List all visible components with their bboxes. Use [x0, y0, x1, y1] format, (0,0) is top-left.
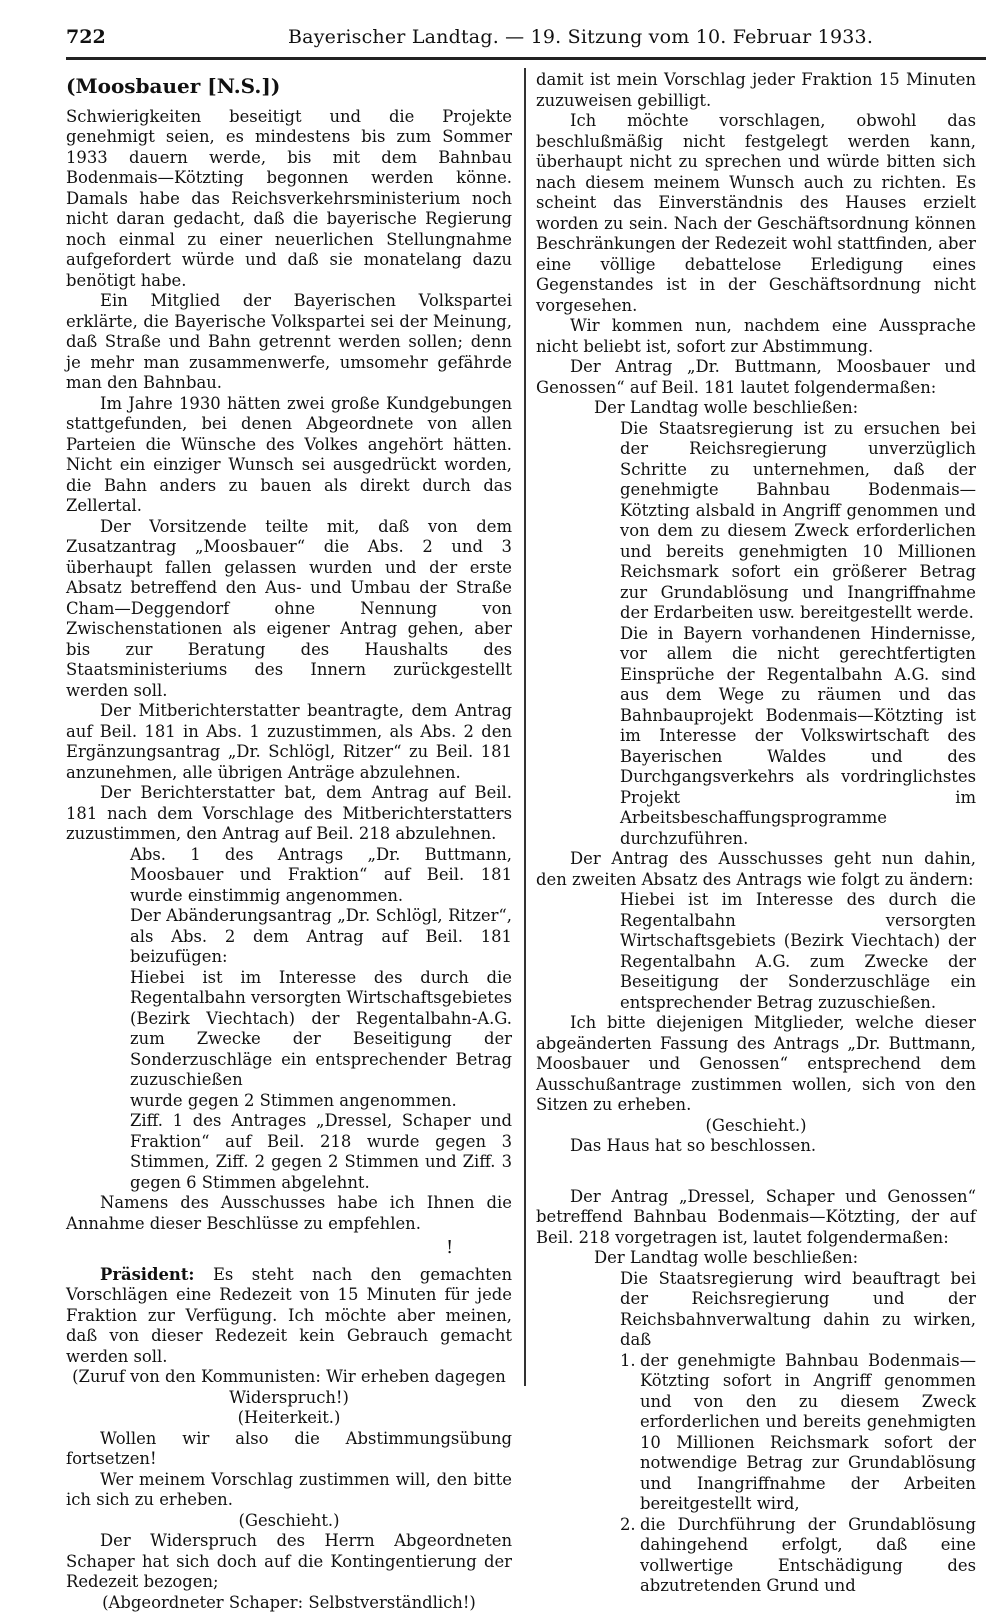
stage-direction: (Heiterkeit.)	[66, 1408, 512, 1429]
paragraph: Abs. 1 des Antrags „Dr. Buttmann, Moosbauer und Fraktion“ auf Beil. 181 wurde einstimmig angenommen.	[130, 845, 512, 907]
running-head: Bayerischer Landtag. — 19. Sitzung vom 10. Februar 1933.	[288, 26, 873, 48]
paragraph: damit ist mein Vorschlag jeder Fraktion 15 Minuten zuzuweisen gebilligt.	[536, 70, 976, 111]
paragraph: Namens des Ausschusses habe ich Ihnen die Annahme dieser Beschlüsse zu empfehlen.	[66, 1193, 512, 1234]
interjection: (Zuruf von den Kommunisten: Wir erheben dagegen Widerspruch!)	[66, 1367, 512, 1408]
list-number: 1.	[620, 1351, 640, 1515]
column-divider	[524, 68, 526, 1386]
right-column	[536, 70, 976, 1597]
interjection: (Abgeordneter Schaper: Selbstverständlich!)	[66, 1593, 512, 1613]
motion-text: Die Staatsregierung wird beauftragt bei der Reichsregierung und der Reichsbahnverwaltung dahin zu wirken, daß	[620, 1269, 976, 1351]
paragraph: Der Antrag „Dr. Buttmann, Moosbauer und Genossen“ auf Beil. 181 lautet folgendermaßen:	[536, 357, 976, 398]
motion-text: Die Staatsregierung ist zu ersuchen bei der Reichsregierung unverzüglich Schritte zu unternehmen, daß der genehmigte Bahnbau Bodenmais—Kötzting alsbald in Angriff genommen und von dem zu diesem Zweck erforderlichen und bereits genehmigten 10 Millionen Reichsmark sofort ein größerer Betrag zur Grundablösung und Inangriffnahme der Erdarbeiten usw. bereitgestellt werde.	[620, 419, 976, 624]
paragraph: Ziff. 1 des Antrages „Dressel, Schaper und Fraktion“ auf Beil. 218 wurde gegen 3 Stimmen, Ziff. 2 gegen 2 Stimmen und Ziff. 3 gegen 6 Stimmen abgelehnt.	[130, 1111, 512, 1193]
list-text: die Durchführung der Grundablösung dahingehend erfolgt, daß eine vollwertige Entschädigung des abzutretenden Grund und	[640, 1515, 976, 1597]
paragraph: Der Antrag des Ausschusses geht nun dahin, den zweiten Absatz des Antrags wie folgt zu ändern:	[536, 849, 976, 890]
motion-text: Die in Bayern vorhandenen Hindernisse, vor allem die nicht gerechtfertigten Einsprüche der Regentalbahn A.G. sind aus dem Wege zu räumen und das Bahnbauprojekt Bodenmais—Kötzting ist im Interesse der Volkswirtschaft des Bayerischen Waldes und des Durchgangsverkehrs als vordringlichstes Projekt im Arbeitsbeschaffungsprogramme durchzuführen.	[620, 624, 976, 850]
paragraph: Schwierigkeiten beseitigt und die Projekte genehmigt seien, es mindestens bis zum Sommer 1933 dauern werde, bis mit dem Bahnbau Bodenmais—Kötzting begonnen werden könne. Damals habe das Reichsverkehrsministerium noch nicht daran gedacht, daß die bayerische Regierung noch einmal zu einer neuerlichen Stellungnahme aufgefordert würde und daß sie monatelang dazu benötigt habe.	[66, 107, 512, 292]
paragraph: Das Haus hat so beschlossen.	[536, 1136, 976, 1157]
stage-direction: (Geschieht.)	[66, 1511, 512, 1532]
header-rule	[66, 57, 986, 60]
paragraph: Der Mitberichterstatter beantragte, dem Antrag auf Beil. 181 in Abs. 1 zuzustimmen, als Abs. 2 den Ergänzungsantrag „Dr. Schlögl, Ritzer“ zu Beil. 181 anzunehmen, alle übrigen Anträge abzulehnen.	[66, 701, 512, 783]
speaker-heading: (Moosbauer [N.S.])	[66, 76, 512, 97]
paragraph: Wir kommen nun, nachdem eine Aussprache nicht beliebt ist, sofort zur Abstimmung.	[536, 316, 976, 357]
paragraph: Wer meinem Vorschlag zustimmen will, den bitte ich sich zu erheben.	[66, 1470, 512, 1511]
list-item	[620, 1351, 976, 1515]
margin-mark: !	[66, 1238, 512, 1259]
paragraph: Wollen wir also die Abstimmungsübung fortsetzen!	[66, 1429, 512, 1470]
stage-direction: (Geschieht.)	[536, 1116, 976, 1137]
paragraph: wurde gegen 2 Stimmen angenommen.	[130, 1091, 512, 1112]
speech-text: Es steht nach den gemachten Vorschlägen eine Redezeit von 15 Minuten für jede Fraktion zur Verfügung. Ich möchte aber meinen, daß von dieser Redezeit kein Gebrauch gemacht werden soll.	[66, 1265, 512, 1366]
left-column	[66, 70, 512, 1613]
paragraph: Ich bitte diejenigen Mitglieder, welche dieser abgeänderten Fassung des Antrags „Dr. Buttmann, Moosbauer und Genossen“ entsprechend dem Ausschußantrage zustimmen wollen, sich von den Sitzen zu erheben.	[536, 1013, 976, 1116]
quoted-amendment: Hiebei ist im Interesse des durch die Regentalbahn versorgten Wirtschaftsgebietes (Bezirk Viechtach) der Regentalbahn-A.G. zum Zwecke der Beseitigung der Sonderzuschläge ein entsprechender Betrag zuzuschießen	[130, 968, 512, 1091]
speaker-label: Präsident:	[100, 1265, 194, 1284]
paragraph: Ich möchte vorschlagen, obwohl das beschlußmäßig nicht festgelegt werden kann, überhaupt nicht zu sprechen und würde bitten sich nach diesem meinem Wunsch auch zu richten. Es scheint das Einverständnis des Hauses erzielt worden zu sein. Nach der Geschäftsordnung können Beschränkungen der Redezeit wohl stattfinden, aber eine völlige debattelose Erledigung eines Gegenstandes ist in der Geschäftsordnung nicht vorgesehen.	[536, 111, 976, 316]
resolution-intro: Der Landtag wolle beschließen:	[594, 1248, 976, 1269]
page-header	[66, 20, 986, 60]
page-number: 722	[66, 26, 106, 48]
paragraph: Der Abänderungsantrag „Dr. Schlögl, Ritzer“, als Abs. 2 dem Antrag auf Beil. 181 beizufügen:	[130, 906, 512, 968]
paragraph: Der Vorsitzende teilte mit, daß von dem Zusatzantrag „Moosbauer“ die Abs. 2 und 3 überhaupt fallen gelassen wurden und der erste Absatz betreffend den Aus- und Umbau der Straße Cham—Deggendorf ohne Nennung von Zwischenstationen als eigener Antrag gehen, aber bis zur Beratung des Haushalts des Staatsministeriums des Innern zurückgestellt werden soll.	[66, 517, 512, 702]
paragraph: Im Jahre 1930 hätten zwei große Kundgebungen stattgefunden, bei denen Abgeordnete von allen Parteien die Wünsche des Volkes angehört hätten. Nicht ein einziger Wunsch sei ausgedrückt worden, die Bahn anders zu bauen als direkt durch das Zellertal.	[66, 394, 512, 517]
list-text: der genehmigte Bahnbau Bodenmais—Kötzting sofort in Angriff genommen und von den zu diesem Zweck erforderlichen und bereits genehmigten 10 Millionen Reichsmark sofort der notwendige Betrag zur Grundablösung und Inangriffnahme der Arbeiten bereitgestellt wird,	[640, 1351, 976, 1515]
list-number: 2.	[620, 1515, 640, 1597]
list-item	[620, 1515, 976, 1597]
motion-text: Hiebei ist im Interesse des durch die Regentalbahn versorgten Wirtschaftsgebiets (Bezirk Viechtach) der Regentalbahn A.G. zum Zwecke der Beseitigung der Sonderzuschläge ein entsprechender Betrag zuzuschießen.	[620, 890, 976, 1013]
paragraph: Der Berichterstatter bat, dem Antrag auf Beil. 181 nach dem Vorschlage des Mitberichterstatters zuzustimmen, den Antrag auf Beil. 218 abzulehnen.	[66, 783, 512, 845]
paragraph: Der Antrag „Dressel, Schaper und Genossen“ betreffend Bahnbau Bodenmais—Kötzting, der auf Beil. 218 vorgetragen ist, lautet folgendermaßen:	[536, 1187, 976, 1249]
resolution-intro: Der Landtag wolle beschließen:	[594, 398, 976, 419]
paragraph: Ein Mitglied der Bayerischen Volkspartei erklärte, die Bayerische Volkspartei sei der Meinung, daß Straße und Bahn getrennt werden sollen; denn je mehr man zusammenwerfe, umsomehr gefährde man den Bahnbau.	[66, 291, 512, 394]
paragraph: Der Widerspruch des Herrn Abgeordneten Schaper hat sich doch auf die Kontingentierung der Redezeit bezogen;	[66, 1531, 512, 1593]
president-speech	[66, 1265, 512, 1368]
